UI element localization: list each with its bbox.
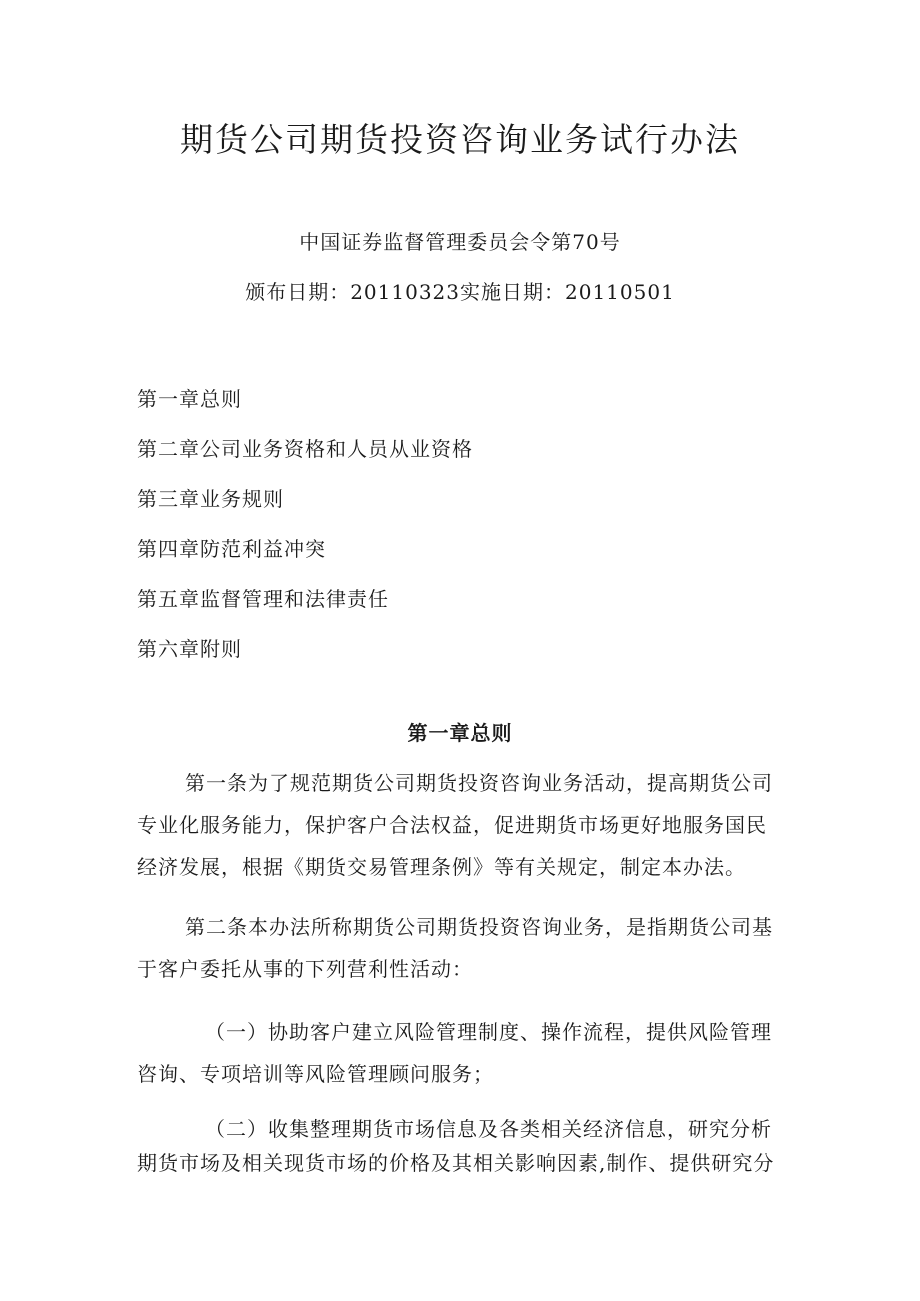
- order-number: 中国证券监督管理委员会令第70号: [299, 230, 621, 254]
- article-2-item-2: [137, 1112, 787, 1180]
- toc-item-chapter-2: 第二章公司业务资格和人员从业资格: [137, 437, 473, 461]
- article-1-line: 专业化服务能力，保护客户合法权益，促进期货市场更好地服务国民: [137, 813, 767, 837]
- item-2-line: 期货市场及相关现货市场的价格及其相关影响因素,制作、提供研究分: [137, 1151, 775, 1175]
- article-2: [137, 906, 787, 990]
- item-2-line: （二）收集整理期货市场信息及各类相关经济信息，研究分析: [205, 1117, 772, 1141]
- article-1-line: 经济发展，根据《期货交易管理条例》等有关规定，制定本办法。: [137, 855, 746, 879]
- item-1-line: （一）协助客户建立风险管理制度、操作流程，提供风险管理: [205, 1020, 772, 1044]
- item-1-line: 咨询、专项培训等风险管理顾问服务；: [137, 1062, 494, 1086]
- toc-item-chapter-3: 第三章业务规则: [137, 487, 284, 511]
- toc-item-chapter-6: 第六章附则: [137, 637, 242, 661]
- chapter-heading: 第一章总则: [407, 721, 513, 745]
- article-1: [137, 762, 787, 888]
- article-2-item-1: [137, 1011, 787, 1095]
- table-of-contents: [137, 374, 473, 674]
- toc-item-chapter-1: 第一章总则: [137, 387, 242, 411]
- article-2-line: 第二条本办法所称期货公司期货投资咨询业务，是指期货公司基: [185, 915, 773, 939]
- toc-item-chapter-5: 第五章监督管理和法律责任: [137, 587, 389, 611]
- article-2-line: 于客户委托从事的下列营利性活动：: [137, 957, 473, 981]
- toc-item-chapter-4: 第四章防范利益冲突: [137, 537, 326, 561]
- issue-dates: 颁布日期：20110323实施日期：20110501: [245, 280, 675, 304]
- document-title: 期货公司期货投资咨询业务试行办法: [180, 120, 740, 159]
- article-1-line: 第一条为了规范期货公司期货投资咨询业务活动，提高期货公司: [185, 771, 773, 795]
